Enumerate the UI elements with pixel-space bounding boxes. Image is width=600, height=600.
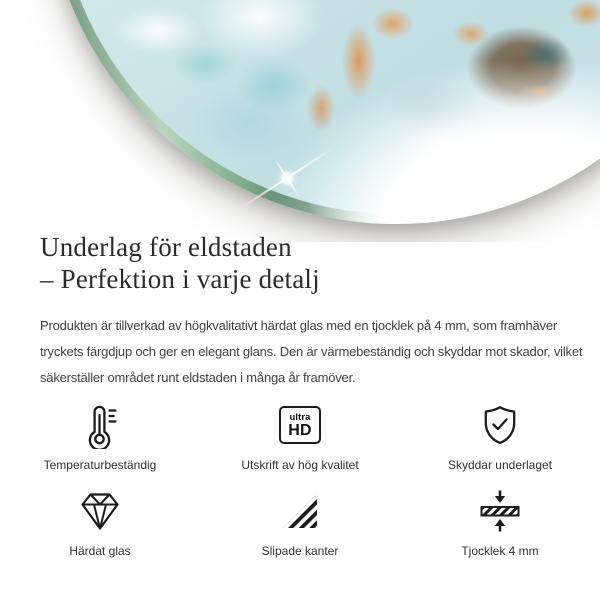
- feature-label: Slipade kanter: [261, 544, 339, 558]
- product-description: Produkten är tillverkad av högkvalitativt härdat glas med en tjocklek på 4 mm, som framhäver tryckets färgdjup och ger en elegant glans. Den är värmebeständig och skyddar mot skador, vilket säkerställer området runt eldstaden i många år framöver.: [40, 318, 583, 385]
- thickness-icon: [476, 487, 524, 535]
- feature-label: Utskrift av hög kvalitet: [241, 458, 359, 472]
- feature-label: Tjocklek 4 mm: [461, 544, 539, 558]
- feature-tempered-glass: [0, 486, 200, 558]
- feature-print-quality: [200, 400, 400, 472]
- title-line-2: – Perfektion i varje detalj: [40, 263, 320, 294]
- feature-label: Skyddar underlaget: [447, 458, 553, 472]
- marble-artwork: [56, 0, 600, 214]
- diamond-icon: [76, 487, 124, 535]
- shield-check-icon: [476, 401, 524, 449]
- beveled-edges-icon: [276, 487, 324, 535]
- feature-polished-edges: [200, 486, 400, 558]
- feature-label: Härdat glas: [69, 544, 131, 558]
- ultra-hd-icon: ultra HD: [279, 406, 321, 444]
- hero-section: [0, 0, 600, 242]
- feature-thickness: [400, 486, 600, 558]
- feature-protects-surface: [400, 400, 600, 472]
- page-title: [40, 232, 320, 295]
- thermometer-icon: [76, 401, 124, 449]
- glass-panel-image: [46, 0, 600, 224]
- feature-label: Temperaturbeständig: [43, 458, 157, 472]
- title-line-1: Underlag för eldstaden: [40, 232, 292, 262]
- features-grid: [0, 400, 600, 558]
- feature-temperature: [0, 400, 200, 472]
